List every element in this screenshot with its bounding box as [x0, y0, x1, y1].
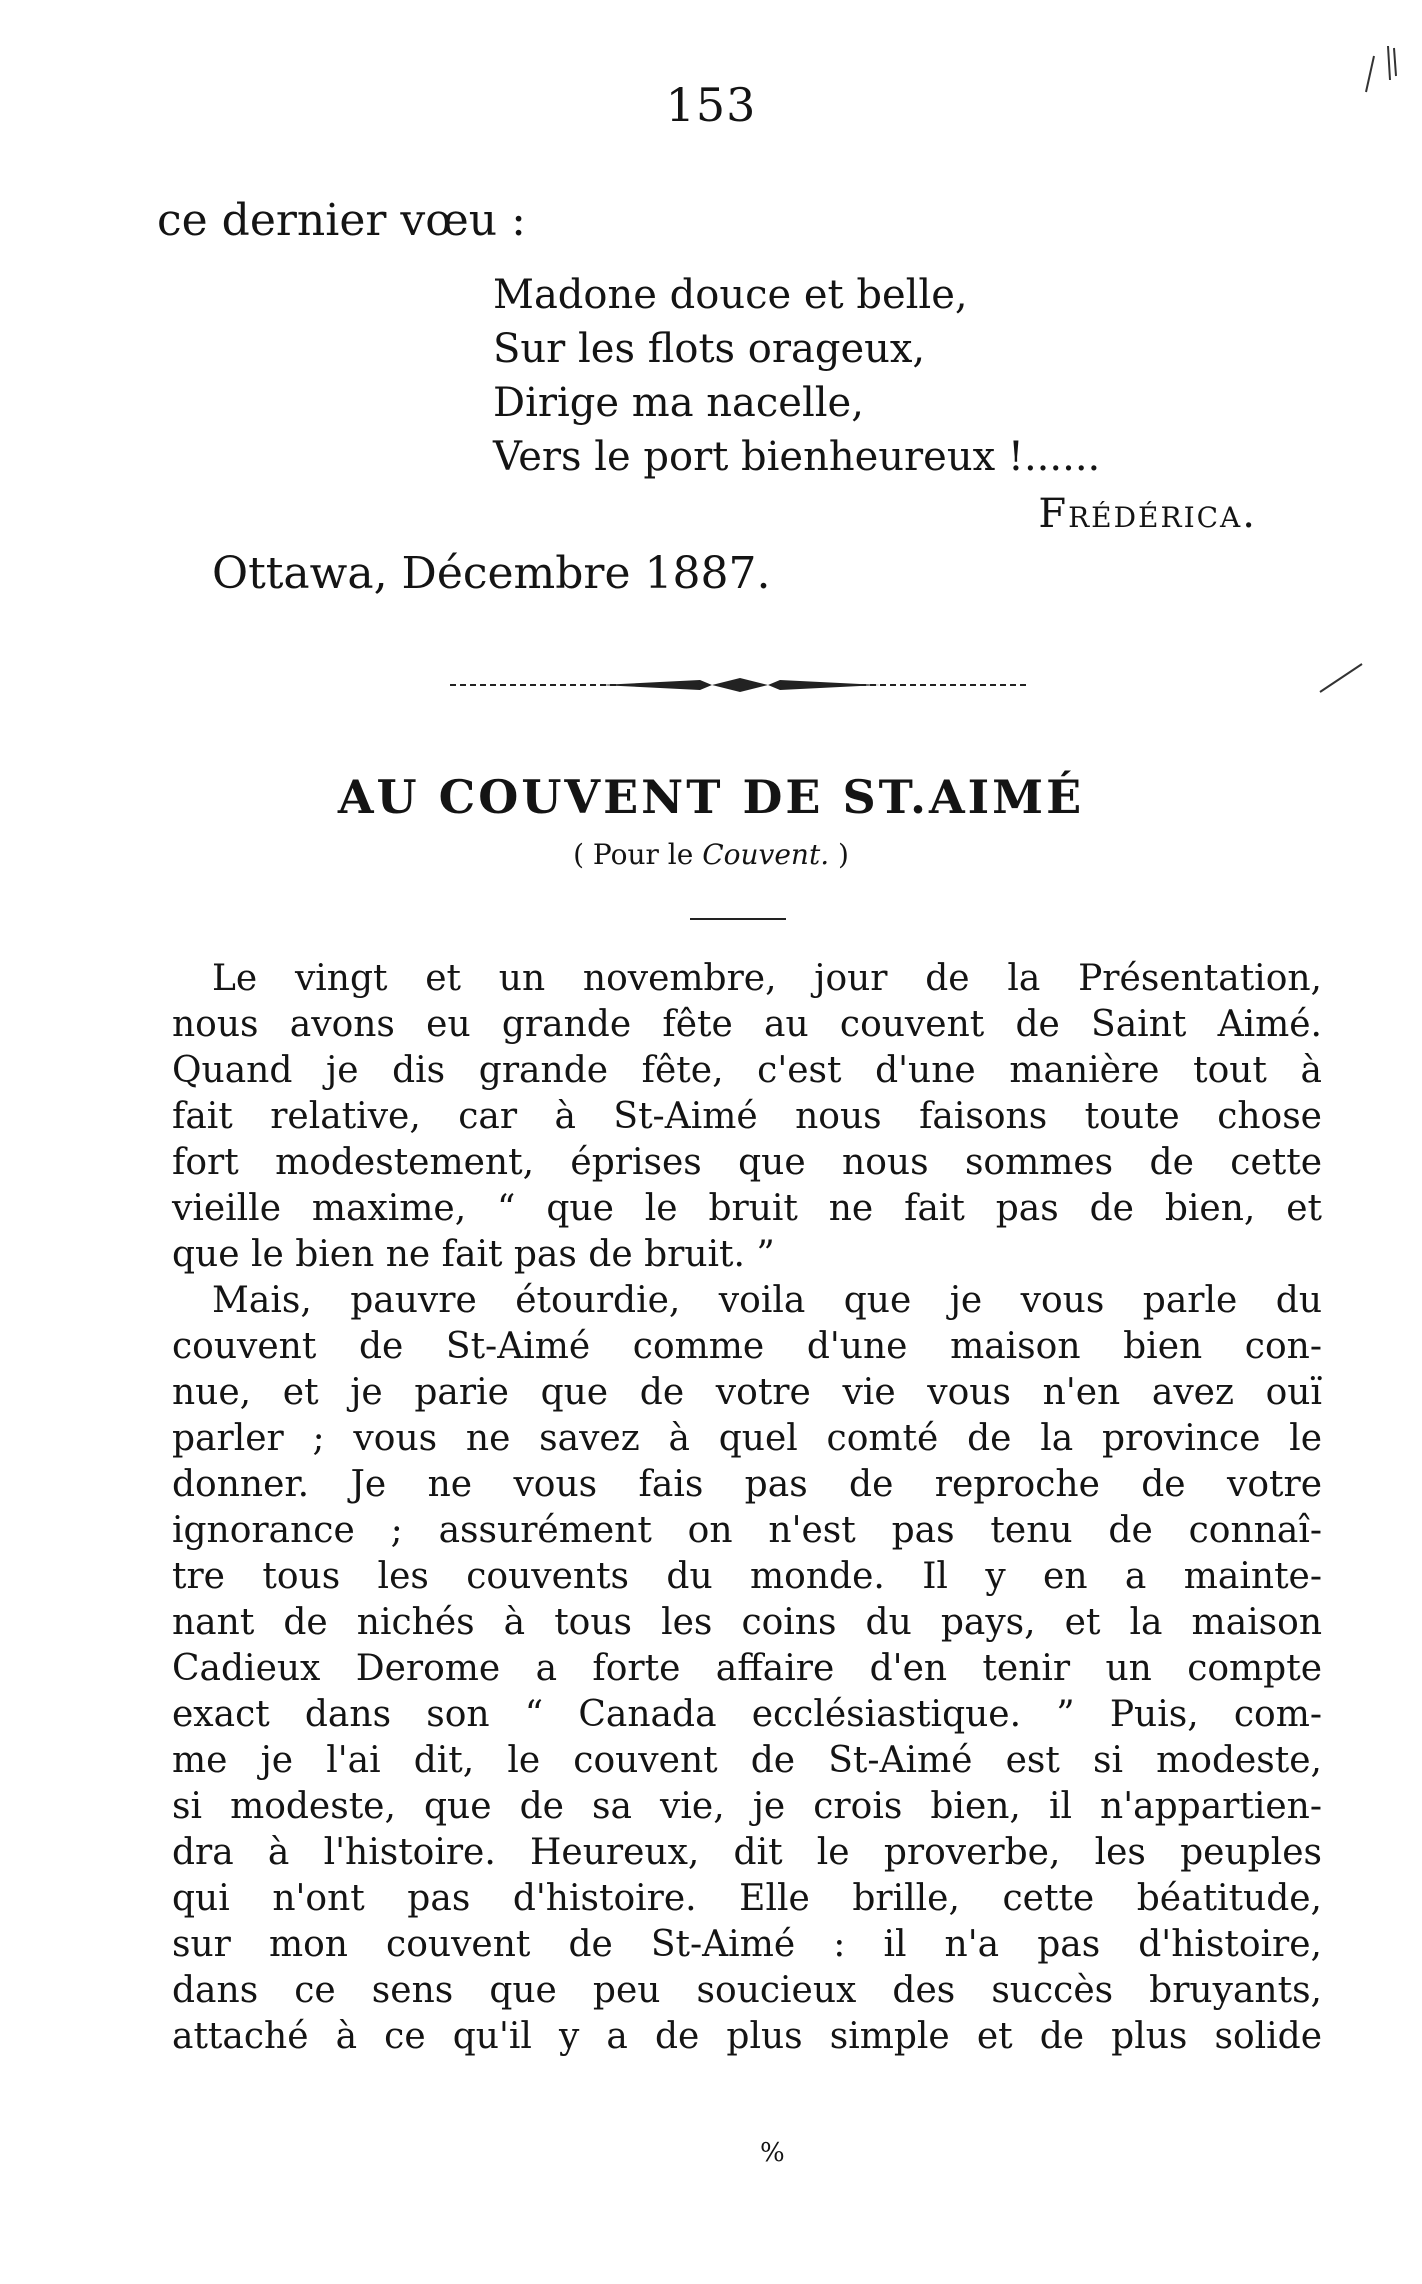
text-line: donner. Je ne vous fais pas de reproche de votre — [172, 1464, 1322, 1505]
text-line: fort modestement, éprises que nous sommes de cette — [172, 1142, 1322, 1183]
lead-line: ce dernier vœu : — [157, 195, 526, 246]
text-line: nue, et je parie que de votre vie vous n'en avez ouï — [172, 1372, 1322, 1413]
text-line: nous avons eu grande fête au couvent de Saint Aimé. — [172, 1004, 1322, 1045]
text-line: couvent de St-Aimé comme d'une maison bien con- — [172, 1326, 1322, 1367]
text-line: Mais, pauvre étourdie, voila que je vous parle du — [212, 1280, 1322, 1321]
text-line: dra à l'histoire. Heureux, dit le proverbe, les peuples — [172, 1832, 1322, 1873]
subtitle-italic: Couvent. — [702, 838, 830, 871]
poem-line: Vers le port bienheureux !...... — [493, 434, 1101, 480]
poem-stanza — [493, 268, 1100, 484]
subtitle-suffix: ) — [829, 838, 849, 871]
paragraph-2 — [172, 1278, 1322, 2060]
text-line: tre tous les couvents du monde. Il y en a mainte- — [172, 1556, 1322, 1597]
text-line: Le vingt et un novembre, jour de la Présentation, — [212, 958, 1322, 999]
text-line: qui n'ont pas d'histoire. Elle brille, cette béatitude, — [172, 1878, 1322, 1919]
stray-mark-icon — [1360, 36, 1400, 96]
signature-mark: % — [760, 2138, 785, 2168]
article-body — [172, 956, 1322, 2060]
text-line: vieille maxime, “ que le bruit ne fait pas de bien, et — [172, 1188, 1322, 1229]
text-line: nant de nichés à tous les coins du pays, et la maison — [172, 1602, 1322, 1643]
poem-line: Dirige ma nacelle, — [493, 380, 864, 426]
text-line: fait relative, car à St-Aimé nous faisons toute chose — [172, 1096, 1322, 1137]
page-number: 153 — [665, 78, 757, 132]
article-subtitle — [0, 838, 1422, 871]
stray-mark-icon — [1318, 660, 1364, 696]
paragraph-1 — [172, 956, 1322, 1278]
subtitle-prefix: ( Pour le — [573, 838, 703, 871]
short-rule — [690, 918, 786, 920]
date-line: Ottawa, Décembre 1887. — [212, 548, 771, 599]
text-line: ignorance ; assurément on n'est pas tenu de connaî- — [172, 1510, 1322, 1551]
poem-line: Madone douce et belle, — [493, 272, 968, 318]
author-signature: Frédérica. — [1038, 491, 1257, 537]
text-line: attaché à ce qu'il y a de plus simple et de plus solide — [172, 2016, 1322, 2057]
text-line: Cadieux Derome a forte affaire d'en tenir un compte — [172, 1648, 1322, 1689]
article-title: AU COUVENT DE ST.AIMÉ — [337, 770, 1085, 824]
text-line: que le bien ne fait pas de bruit. ” — [172, 1234, 775, 1275]
text-line: me je l'ai dit, le couvent de St-Aimé est si modeste, — [172, 1740, 1322, 1781]
ornamental-divider — [450, 674, 1030, 696]
text-line: Quand je dis grande fête, c'est d'une manière tout à — [172, 1050, 1322, 1091]
poem-line: Sur les flots orageux, — [493, 326, 926, 372]
text-line: parler ; vous ne savez à quel comté de la province le — [172, 1418, 1322, 1459]
text-line: dans ce sens que peu soucieux des succès bruyants, — [172, 1970, 1322, 2011]
text-line: si modeste, que de sa vie, je crois bien, il n'appartien- — [172, 1786, 1322, 1827]
text-line: sur mon couvent de St-Aimé : il n'a pas d'histoire, — [172, 1924, 1322, 1965]
text-line: exact dans son “ Canada ecclésiastique. ” Puis, com- — [172, 1694, 1322, 1735]
